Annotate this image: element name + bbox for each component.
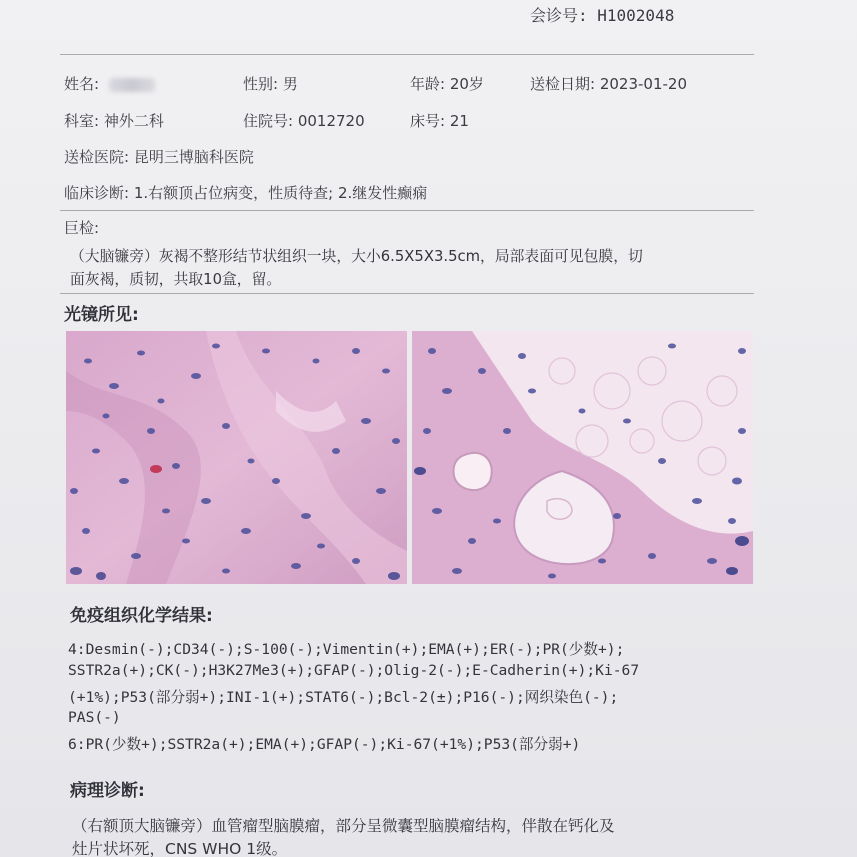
clinical-diagnosis: 临床诊断: 1.右额顶占位病变，性质待查; 2.继发性癫痫 xyxy=(64,184,428,202)
microscopy-title: 光镜所见: xyxy=(64,305,139,325)
histology-image-right xyxy=(412,331,753,584)
gross-line-2: 面灰褐，质韧，共取10盒，留。 xyxy=(70,271,282,288)
redacted-name xyxy=(109,78,155,92)
ihc-line-5: 6:PR(少数+);SSTR2a(+);EMA(+);GFAP(-);Ki-67(+1%);P53(部分弱+) xyxy=(68,736,581,753)
department: 科室: 神外二科 xyxy=(64,112,164,130)
ihc-line-4: PAS(-) xyxy=(68,709,121,726)
gross-title: 巨检: xyxy=(64,219,100,237)
consult-number: 会诊号: H1002048 xyxy=(530,6,675,25)
patient-name-label: 姓名: xyxy=(64,75,100,93)
divider-2 xyxy=(60,293,754,294)
diagnosis-line-2: 灶片状坏死，CNS WHO 1级。 xyxy=(72,840,288,857)
patient-age: 年龄: 20岁 xyxy=(410,75,484,93)
bed-number: 床号: 21 xyxy=(410,112,469,130)
histology-left-svg xyxy=(66,331,407,584)
histology-right-svg xyxy=(412,331,753,584)
top-divider xyxy=(60,54,754,55)
submission-date: 送检日期: 2023-01-20 xyxy=(530,75,687,93)
divider-1 xyxy=(60,210,754,211)
submitting-hospital: 送检医院: 昆明三博脑科医院 xyxy=(64,148,254,166)
gross-line-1: （大脑镰旁）灰褐不整形结节状组织一块，大小6.5X5X3.5cm，局部表面可见包膜，切 xyxy=(70,248,643,265)
patient-name-field xyxy=(64,73,155,94)
patient-gender: 性别: 男 xyxy=(243,75,298,93)
ihc-title: 免疫组织化学结果: xyxy=(70,606,213,626)
histology-image-left xyxy=(66,331,407,584)
admission-number: 住院号: 0012720 xyxy=(243,112,365,130)
ihc-line-2: SSTR2a(+);CK(-);H3K27Me3(+);GFAP(-);Olig-2(-);E-Cadherin(+);Ki-67 xyxy=(68,662,640,679)
ihc-line-1: 4:Desmin(-);CD34(-);S-100(-);Vimentin(+);EMA(+);ER(-);PR(少数+); xyxy=(68,641,625,658)
diagnosis-title: 病理诊断: xyxy=(70,781,145,801)
diagnosis-line-1: （右额顶大脑镰旁）血管瘤型脑膜瘤，部分呈微囊型脑膜瘤结构，伴散在钙化及 xyxy=(72,817,615,835)
ihc-line-3: (+1%);P53(部分弱+);INI-1(+);STAT6(-);Bcl-2(±);P16(-);网织染色(-); xyxy=(68,689,619,706)
